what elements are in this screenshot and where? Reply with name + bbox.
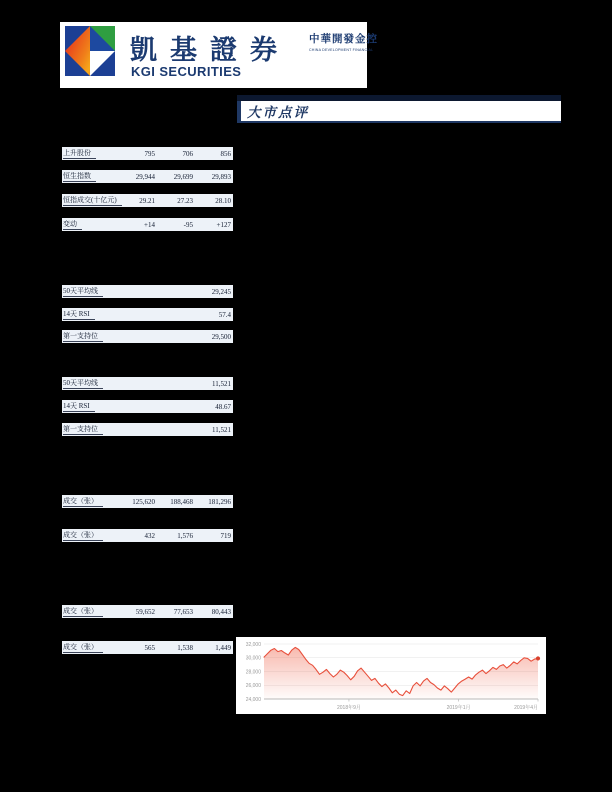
row-label: 成交（张） (63, 496, 103, 507)
row-value: 856 (220, 149, 231, 158)
stat-row-hsi (62, 170, 233, 183)
svg-text:28,000: 28,000 (245, 669, 261, 676)
svg-text:2018年9月: 2018年9月 (336, 705, 361, 711)
row-value: 11,521 (212, 425, 231, 434)
row-value: 706 (182, 149, 193, 158)
stat-row-volume-3 (62, 605, 233, 618)
row-value: 795 (144, 149, 155, 158)
brand-name-chinese: 凱基證券 (130, 35, 290, 65)
stat-row-advancing-shares (62, 147, 233, 160)
row-label: 第一支持位 (63, 331, 103, 342)
row-value: 719 (220, 531, 231, 540)
row-label: 恒指成交(十亿元) (63, 195, 122, 206)
row-label: 第一支持位 (63, 424, 103, 435)
row-value: 29,944 (135, 172, 155, 181)
stat-row-14day-rsi-hsi (62, 308, 233, 321)
cdf-name-chinese: 中華開發金控 (309, 33, 378, 45)
row-value: 48.67 (215, 402, 231, 411)
cdf-logo (309, 31, 378, 52)
stat-row-hsi-turnover (62, 194, 233, 207)
row-value: 57.4 (218, 310, 231, 319)
row-value: 29,699 (173, 172, 193, 181)
row-value: 77,653 (173, 607, 193, 616)
svg-text:2019年4月: 2019年4月 (514, 705, 538, 711)
row-label: 上升股份 (63, 148, 96, 159)
row-value: 125,620 (132, 497, 155, 506)
row-value: +127 (216, 220, 231, 229)
row-label: 成交（张） (63, 530, 103, 541)
row-value: 29,245 (211, 287, 231, 296)
row-value: 1,449 (215, 643, 231, 652)
row-value: 29,893 (211, 172, 231, 181)
row-label: 14天 RSI (63, 401, 95, 412)
svg-text:2019年1月: 2019年1月 (446, 705, 471, 711)
svg-text:32,000: 32,000 (245, 641, 261, 648)
row-value: 27.23 (177, 196, 193, 205)
stat-row-50day-ma-hscei (62, 377, 233, 390)
row-value: 28.10 (215, 196, 231, 205)
row-value: 565 (144, 643, 155, 652)
section-header (237, 95, 561, 123)
brand-name-english: KGI SECURITIES (131, 64, 242, 79)
row-value: 80,443 (211, 607, 231, 616)
row-value: +14 (144, 220, 155, 229)
stat-row-support-hscei (62, 423, 233, 436)
row-value: 188,468 (170, 497, 193, 506)
stat-row-volume-4 (62, 641, 233, 654)
row-value: 1,576 (177, 531, 193, 540)
row-label: 50天平均线 (63, 378, 103, 389)
svg-text:30,000: 30,000 (245, 655, 261, 662)
row-value: 11,521 (212, 379, 231, 388)
section-title: 大市点评 (247, 105, 309, 120)
row-label: 50天平均线 (63, 286, 103, 297)
hang-seng-index-chart (236, 637, 546, 714)
stat-row-50day-ma-hsi (62, 285, 233, 298)
logo-box (60, 22, 378, 88)
row-value: 1,538 (177, 643, 193, 652)
row-value: 432 (144, 531, 155, 540)
stat-row-change (62, 218, 233, 231)
section-underline (237, 121, 561, 123)
row-value: -95 (183, 220, 193, 229)
svg-text:26,000: 26,000 (245, 683, 261, 690)
row-value: 59,652 (135, 607, 155, 616)
kgi-logo-icon (65, 26, 115, 76)
stat-row-support-hsi (62, 330, 233, 343)
svg-text:24,000: 24,000 (245, 696, 261, 703)
section-title-row (237, 101, 561, 121)
row-label: 成交（张） (63, 606, 103, 617)
row-value: 29.21 (139, 196, 155, 205)
row-label: 变动 (63, 219, 82, 230)
row-label: 恒生指数 (63, 171, 96, 182)
row-label: 成交（张） (63, 642, 103, 653)
row-value: 181,296 (208, 497, 231, 506)
stat-row-volume-2 (62, 529, 233, 542)
cdf-name-english: CHINA DEVELOPMENT FINANCIAL (309, 47, 374, 52)
stat-row-14day-rsi-hscei (62, 400, 233, 413)
row-label: 14天 RSI (63, 309, 95, 320)
stat-row-volume-1 (62, 495, 233, 508)
row-value: 29,500 (211, 332, 231, 341)
